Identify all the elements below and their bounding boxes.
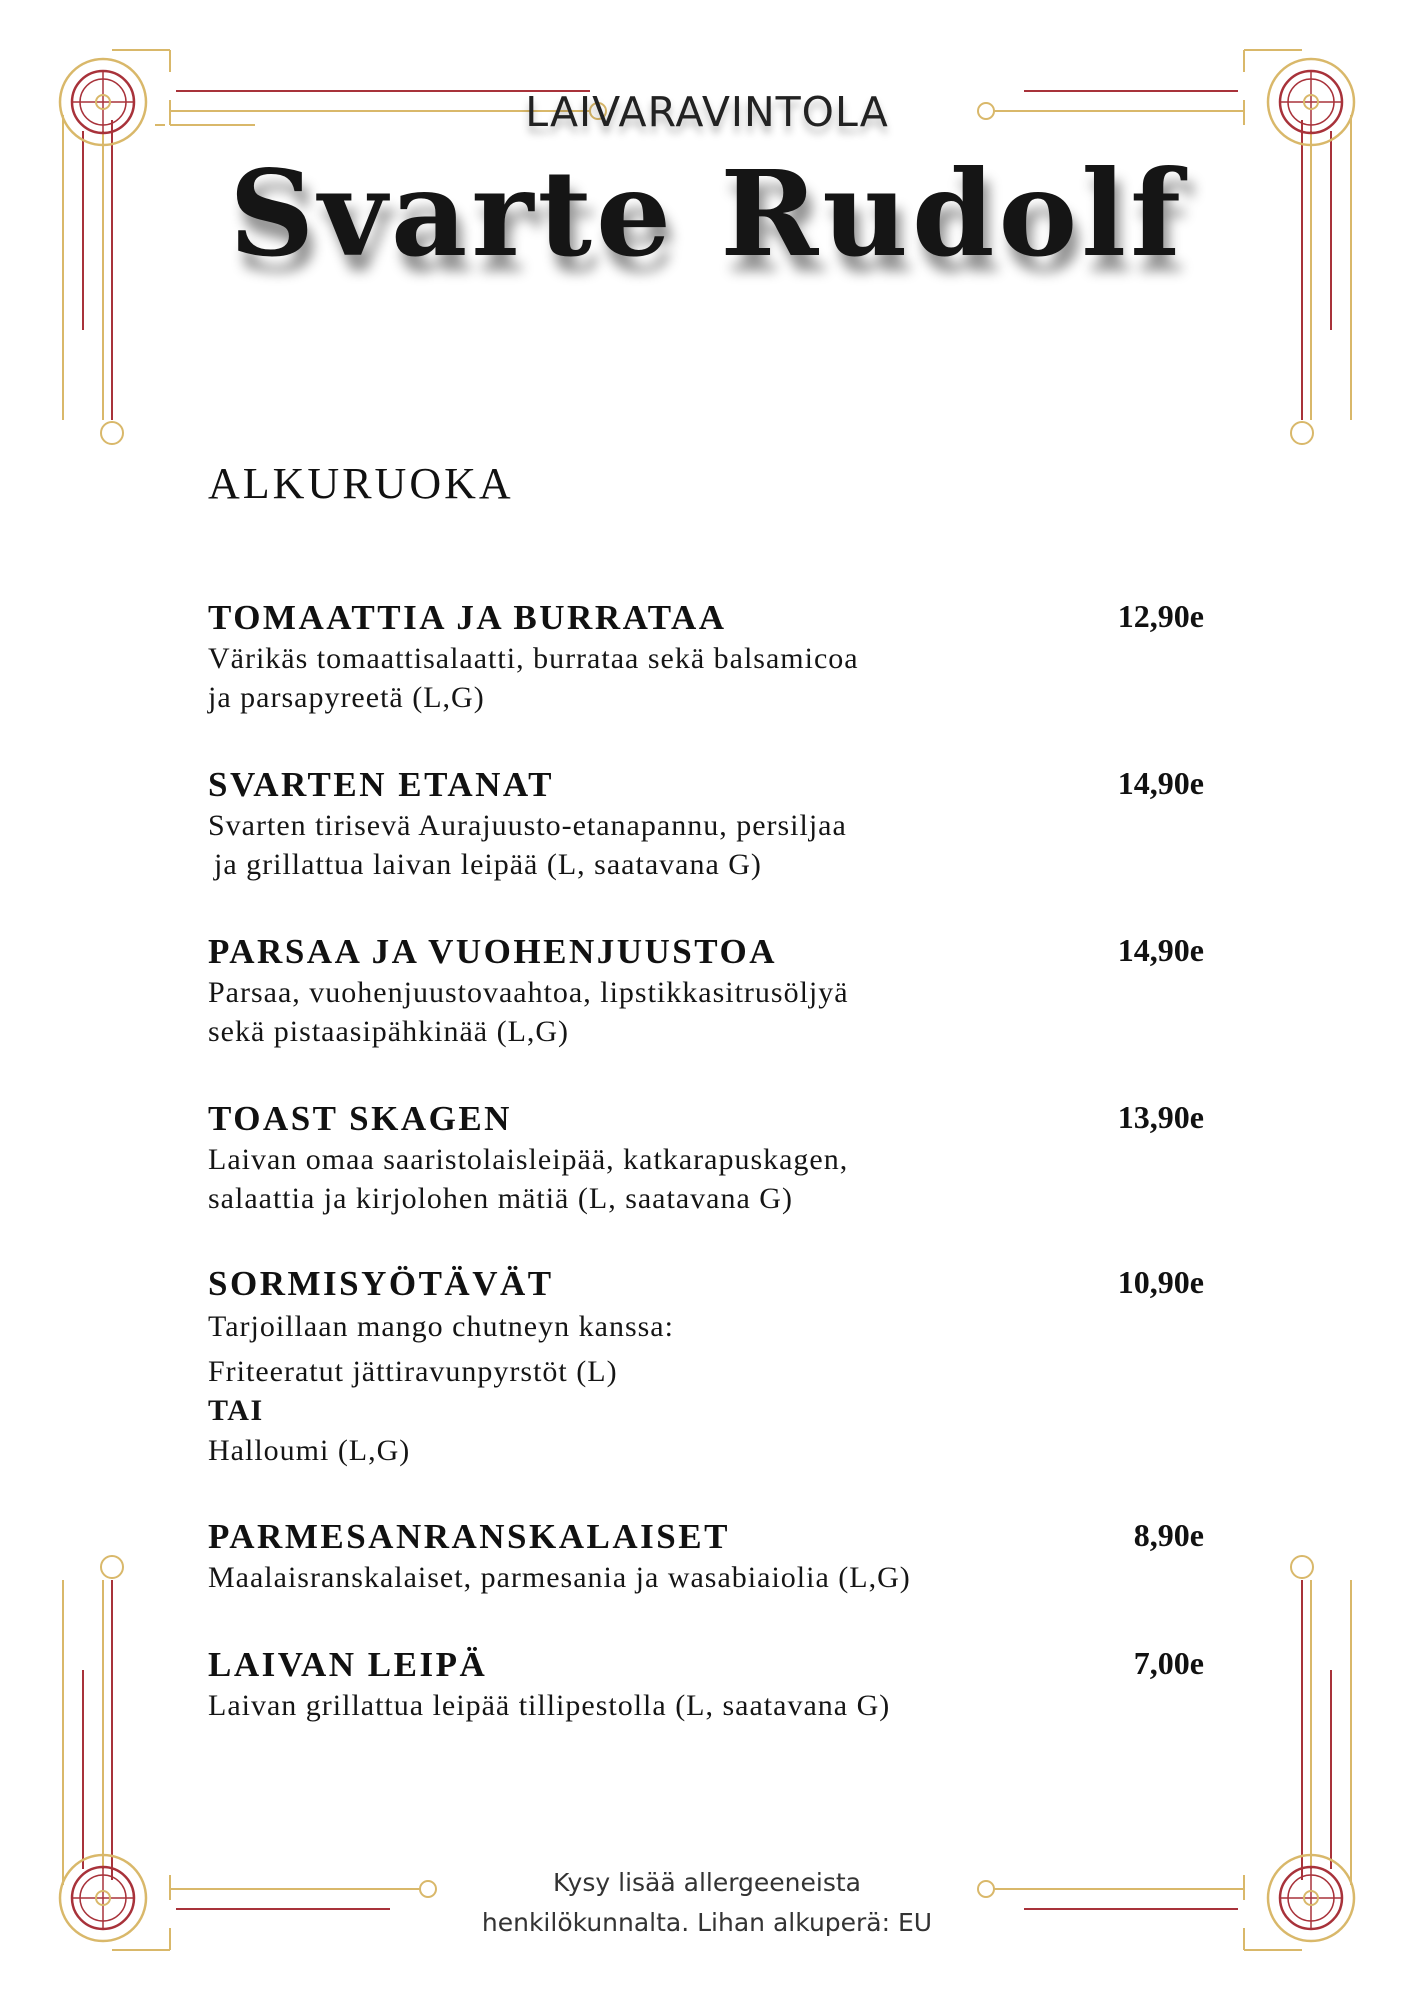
- item-description: salaattia ja kirjolohen mätiä (L, saatavana G): [208, 1182, 793, 1215]
- item-name: SORMISYÖTÄVÄT: [208, 1264, 554, 1303]
- item-description: Maalaisranskalaiset, parmesania ja wasabiaiolia (L,G): [208, 1561, 911, 1594]
- item-description: sekä pistaasipähkinää (L,G): [208, 1015, 570, 1048]
- item-description: Parsaa, vuohenjuustovaahtoa, lipstikkasitrusöljyä: [208, 976, 849, 1009]
- item-description: Friteeratut jättiravunpyrstöt (L): [208, 1355, 618, 1388]
- item-name: SVARTEN ETANAT: [208, 765, 554, 804]
- item-price: 8,90e: [1133, 1517, 1204, 1553]
- item-description-or: TAI: [208, 1394, 264, 1427]
- restaurant-subtitle: LAIVARAVINTOLA: [525, 88, 889, 136]
- item-name: LAIVAN LEIPÄ: [208, 1645, 488, 1684]
- item-price: 7,00e: [1133, 1645, 1204, 1681]
- item-description: Värikäs tomaattisalaatti, burrataa sekä balsamicoa: [208, 642, 859, 675]
- footer-origin-note: henkilökunnalta. Lihan alkuperä: EU: [481, 1908, 933, 1937]
- item-name: PARSAA JA VUOHENJUUSTOA: [208, 932, 777, 971]
- item-description: Tarjoillaan mango chutneyn kanssa:: [208, 1310, 674, 1343]
- item-description: ja parsapyreetä (L,G): [208, 681, 485, 714]
- item-price: 10,90e: [1117, 1264, 1204, 1300]
- item-name: TOAST SKAGEN: [208, 1099, 512, 1138]
- footer-allergen-note: Kysy lisää allergeeneista: [552, 1868, 862, 1897]
- item-price: 12,90e: [1117, 598, 1204, 634]
- item-description: Svarten tirisevä Aurajuusto-etanapannu, persiljaa: [208, 809, 847, 842]
- item-price: 14,90e: [1117, 932, 1204, 968]
- item-name: TOMAATTIA JA BURRATAA: [208, 598, 727, 637]
- item-price: 13,90e: [1117, 1099, 1204, 1135]
- item-description: ja grillattua laivan leipää (L, saatavana G): [214, 848, 762, 881]
- section-title: ALKURUOKA: [208, 459, 514, 508]
- item-price: 14,90e: [1117, 765, 1204, 801]
- item-description: Laivan omaa saaristolaisleipää, katkarapuskagen,: [208, 1143, 849, 1176]
- restaurant-title: Svarte Rudolf: [229, 144, 1185, 283]
- item-description: Laivan grillattua leipää tillipestolla (L, saatavana G): [208, 1689, 891, 1722]
- item-name: PARMESANRANSKALAISET: [208, 1517, 730, 1556]
- item-description: Halloumi (L,G): [208, 1434, 411, 1467]
